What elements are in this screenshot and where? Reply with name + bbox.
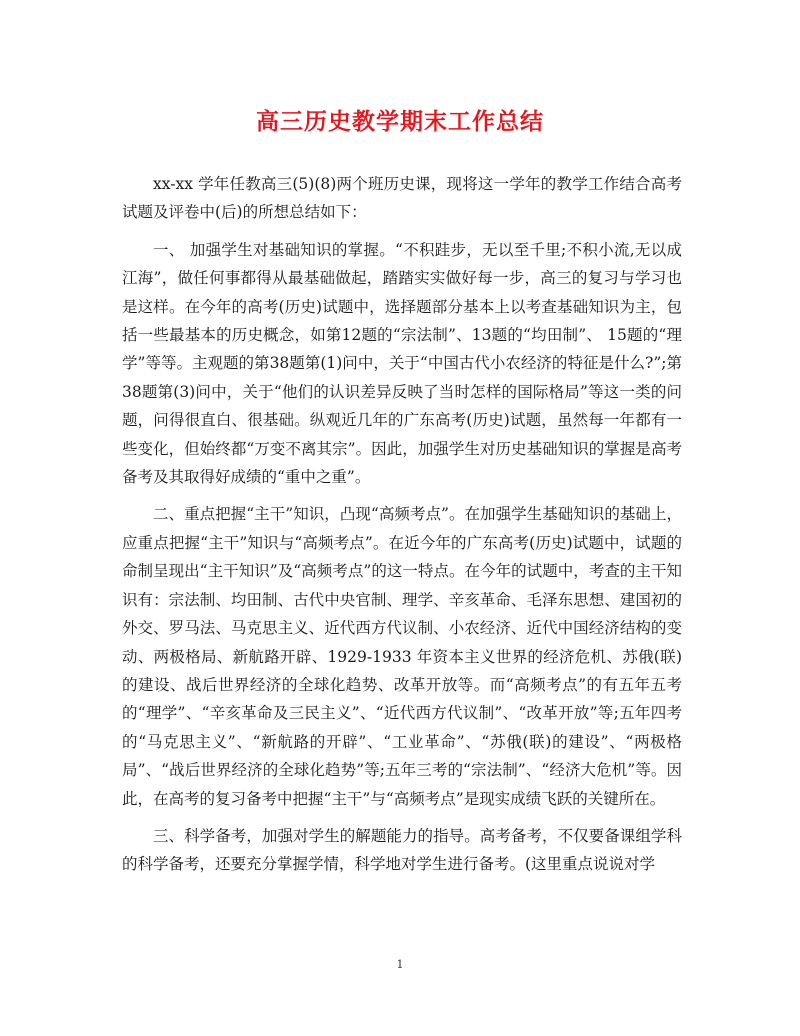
section-3-paragraph: 三、科学备考，加强对学生的解题能力的指导。高考备考，不仅要备课组学科的科学备考，还要充分掌握学情，科学地对学生进行备考。(这里重点说说对学 — [122, 826, 682, 874]
section-1-paragraph: 一、 加强学生对基础知识的掌握。“不积跬步，无以至千里;不积小流,无以成江海”，做任何事都得从最基础做起，踏踏实实做好每一步，高三的复习与学习也是这样。在今年的高考(历史)试题中，选择题部分基本上以考查基础知识为主，包括一些最基本的历史概念，如第12题的“宗法制”、13题的“均田制”、 15题的“理学”等等。主观题的第38题第(1)问中，关于“中国古代小农经济的特征是什么?”;第38题第(3)问中，关于“他们的认识差异反映了当时怎样的国际格局”等这一类的问题，问得很直白、很基础。纵观近几年的广东高考(历史)试题，虽然每一年都有一些变化，但始终都“万变不离其宗”。因此，加强学生对历史基础知识的掌握是高考备考及其取得好成绩的“重中之重”。 — [122, 240, 682, 487]
document-title: 高三历史教学期末工作总结 — [256, 109, 544, 135]
document-body — [122, 170, 682, 888]
page-number: 1 — [396, 958, 404, 971]
section-2-paragraph: 二、重点把握“主干”知识，凸现“高频考点”。在加强学生基础知识的基础上，应重点把握“主干”知识与“高频考点”。在近今年的广东高考(历史)试题中，试题的命制呈现出“主干知识”及“高频考点”的这一特点。在今年的试题中，考查的主干知识有：宗法制、均田制、古代中央官制、理学、辛亥革命、毛泽东思想、建国初的外交、罗马法、马克思主义、近代西方代议制、小农经济、近代中国经济结构的变动、两极格局、新航路开辟、1929-1933 年资本主义世界的经济危机、苏俄(联)的建设、战后世界经济的全球化趋势、改革开放等。而“高频考点”的有五年五考的“理学”、“辛亥革命及三民主义”、“近代西方代议制”、“改革开放”等;五年四考的“马克思主义”、“新航路的开辟”、“工业革命”、“苏俄(联)的建设”、“两极格局”、“战后世界经济的全球化趋势”等;五年三考的“宗法制”、“经济大危机”等。因此，在高考的复习备考中把握“主干”与“高频考点”是现实成绩飞跃的关键所在。 — [122, 505, 682, 808]
intro-paragraph: xx-xx 学年任教高三(5)(8)两个班历史课，现将这一学年的教学工作结合高考试题及评卷中(后)的所想总结如下： — [122, 175, 682, 222]
